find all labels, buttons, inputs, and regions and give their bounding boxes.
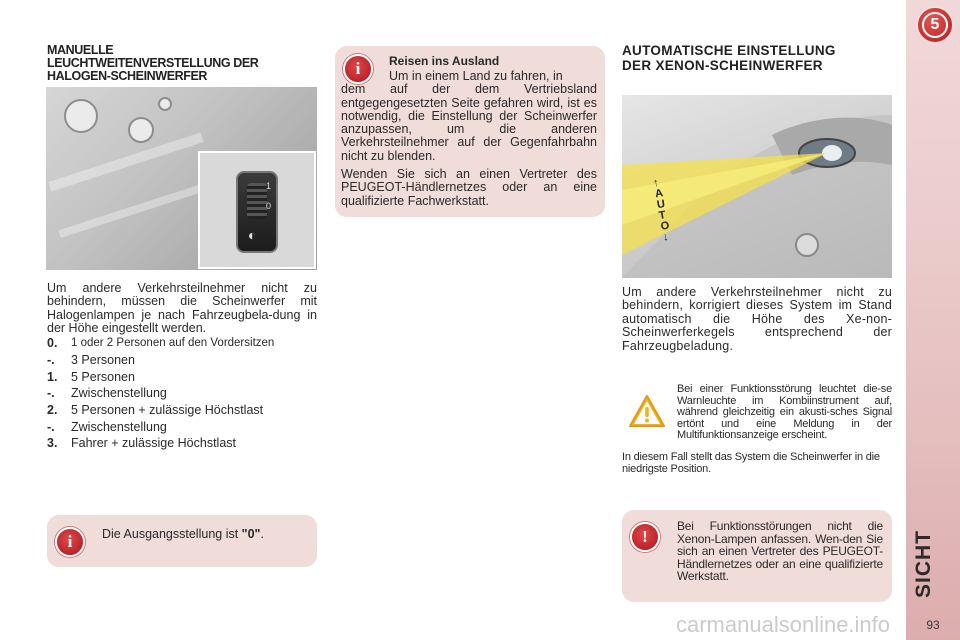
list-item — [47, 335, 317, 352]
headlamp-adjustment-dial — [236, 171, 278, 253]
warning-triangle-icon — [628, 394, 666, 428]
list-item — [47, 418, 317, 435]
dial-label-1: 1 — [266, 181, 272, 191]
chapter-number: 5 — [922, 12, 948, 38]
warning-text: Bei einer Funktionsstörung leuchtet die-se Warnleuchte im Kombiinstrument auf, während gleichzeitig ein akusti-sches Signal ertönt und eine Meldung in der Multifunktionsanzeige erscheint. — [677, 383, 892, 442]
heading-line: DER XENON-SCHEINWERFER — [622, 57, 823, 73]
up-arrow-icon: ↑ — [652, 176, 660, 190]
headlamp-icon: ◐ — [248, 227, 257, 243]
info-value: "0" — [241, 527, 261, 541]
warning-followup-text: In diesem Fall stellt das System die Scheinwerfer in die niedrigste Position. — [622, 451, 880, 475]
position-key: -. — [47, 353, 55, 368]
heading-line: HALOGEN-SCHEINWERFER — [47, 69, 208, 83]
xenon-alert-box — [622, 510, 892, 602]
dashboard-photo — [46, 87, 317, 270]
manual-intro-text: Um andere Verkehrsteilnehmer nicht zu behindern, müssen die Scheinwerfer mit Halogenlampen je nach Fahrzeugbela-dung in der Höhe eingestellt werden. — [47, 281, 317, 336]
travel-abroad-dealer-paragraph: Wenden Sie sich an einen Vertreter des PEUGEOT-Händlernetzes oder an eine qualifizierte Fachwerkstatt. — [341, 167, 597, 208]
paragraph-rest: dem auf der dem Vertriebsland entgegengesetzten Seite gefahren wird, ist es notwendig, die Einstellung der Scheinwerfer anzupassen, um die anderen Verkehrsteilnehmer auf der Gegenfahrbahn nicht zu blenden. — [341, 82, 597, 163]
load-position-list — [47, 335, 317, 452]
position-text: Zwischenstellung — [71, 419, 167, 434]
position-text: Fahrer + zulässige Höchstlast — [71, 436, 237, 451]
paragraph-first-line: Um in einem Land zu fahren, in — [389, 69, 563, 83]
manual-adjustment-heading — [47, 44, 317, 83]
info-text-prefix: Die Ausgangsstellung ist — [102, 527, 242, 541]
auto-label-text: AUTO — [654, 187, 671, 233]
auto-intro-text: Um andere Verkehrsteilnehmer nicht zu behindern, korrigiert dieses System im Stand automatisch die Höhe des Xe-non-Scheinwerferkegels entsprechend der Fahrzeugbeladung. — [622, 285, 892, 353]
travel-abroad-paragraph — [341, 70, 597, 163]
section-title: SICHT — [912, 530, 935, 598]
info-icon: i — [343, 54, 373, 84]
list-item — [47, 352, 317, 369]
position-text: 3 Personen — [71, 353, 135, 368]
automatic-adjustment-heading — [622, 44, 892, 73]
travel-abroad-info-box — [335, 46, 605, 217]
alert-text: Bei Funktionsstörungen nicht die Xenon-Lampen anfassen. Wen-den Sie sich an einen Vertreter des PEUGEOT-Händlernetzes oder an eine qualifizierte Werkstatt. — [677, 519, 883, 584]
travel-abroad-title: Reisen ins Ausland — [389, 54, 500, 68]
xenon-headlamp-photo — [622, 95, 892, 278]
position-key: 0. — [47, 336, 58, 351]
list-item — [47, 402, 317, 419]
list-item — [47, 385, 317, 402]
initial-position-info-box — [47, 515, 317, 567]
position-key: -. — [47, 419, 55, 434]
heading-line: LEUCHTWEITENVERSTELLUNG DER — [47, 56, 259, 70]
position-text: 5 Personen — [71, 369, 135, 384]
position-text: Zwischenstellung — [71, 386, 167, 401]
down-arrow-icon: ↓ — [661, 230, 670, 244]
position-text: 1 oder 2 Personen auf den Vordersitzen — [71, 337, 275, 350]
watermark: carmanualsonline.info — [676, 612, 891, 637]
position-key: 3. — [47, 436, 58, 451]
exclamation-icon: ! — [630, 522, 660, 552]
position-text: 5 Personen + zulässige Höchstlast — [71, 403, 264, 418]
info-text-suffix: . — [260, 527, 264, 541]
position-key: 1. — [47, 369, 58, 384]
list-item — [47, 435, 317, 452]
list-item — [47, 368, 317, 385]
info-icon: i — [55, 527, 85, 557]
chapter-number-badge — [916, 6, 954, 44]
heading-line: AUTOMATISCHE EINSTELLUNG — [622, 43, 836, 58]
heading-line: MANUELLE — [47, 43, 114, 57]
info-text — [102, 527, 264, 541]
dial-label-0: 0 — [266, 201, 272, 211]
position-key: 2. — [47, 403, 58, 418]
position-key: -. — [47, 386, 55, 401]
headlamp-dial-closeup — [198, 151, 316, 269]
page-number: 93 — [926, 618, 940, 632]
dial-wheel — [247, 183, 267, 219]
